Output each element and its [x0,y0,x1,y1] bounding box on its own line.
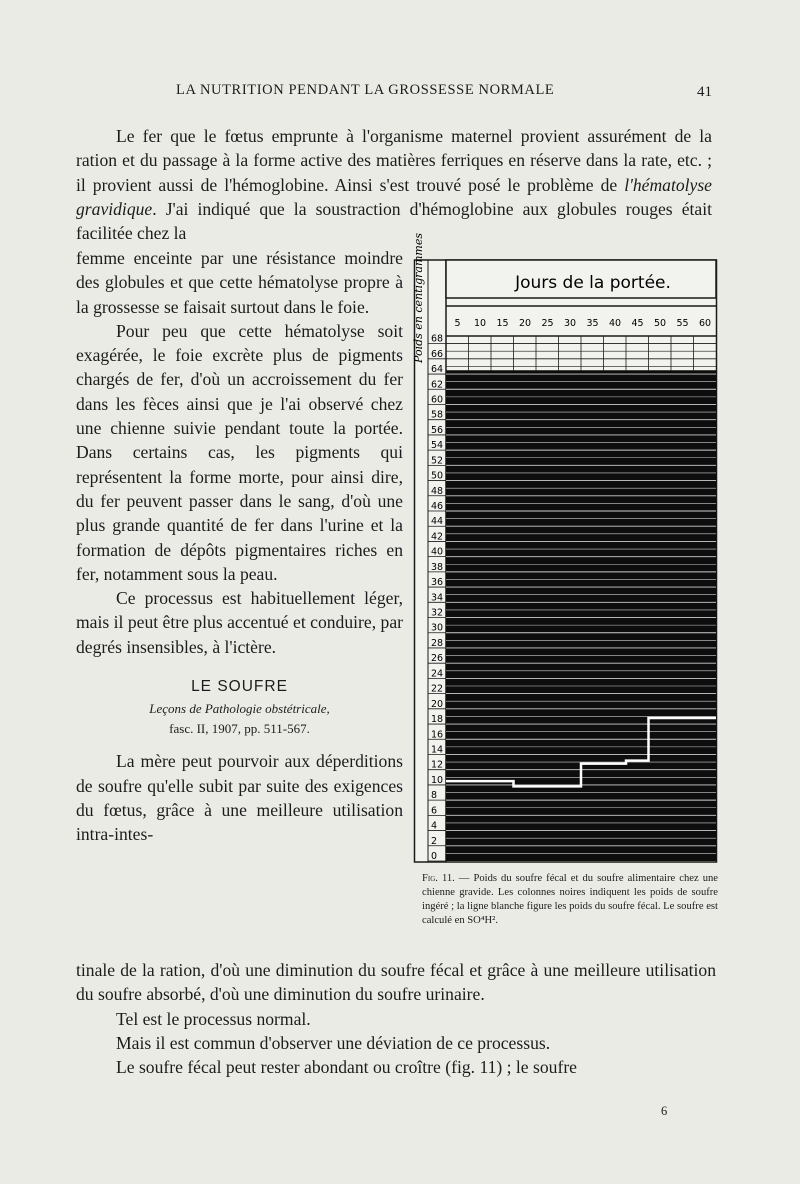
bar [469,370,492,861]
running-title: LA NUTRITION PENDANT LA GROSSESSE NORMALE [176,82,555,98]
sulfur-chart [412,233,718,864]
left-column [76,246,403,847]
paragraph-1-continued: femme enceinte par une résistance moindre des globules et que cette hématolyse propre à la grossesse se faisait surtout dans le foie. [76,248,403,317]
y-tick-label: 20 [431,698,444,710]
para1-text-b: . J'ai indiqué que la soustraction d'hémoglobine aux globules rouges était facilitée chez la [76,198,712,244]
y-tick-label: 30 [431,622,444,634]
x-tick-label: 40 [608,318,622,329]
bar [604,370,627,861]
bar [694,370,717,861]
x-tick-label: 20 [518,318,532,329]
y-tick-label: 26 [431,653,444,665]
para1-text-a: Le fer que le fœtus emprunte à l'organisme maternel provient assurément de la ration et du passage à la forme active des matières ferriques en réserve dans la rate, etc. ; il provient aussi de l'hémoglobine. Ainsi s'est trouvé posé le problème de [76,126,712,195]
y-tick-label: 12 [431,759,444,771]
x-tick-label: 60 [698,318,712,329]
y-tick-label: 24 [431,668,444,680]
paragraph-7: Le soufre fécal peut rester abondant ou croître (fig. 11) ; le soufre [116,1057,577,1078]
bar [671,370,694,861]
y-tick-label: 32 [431,607,444,619]
y-axis-title: Poids en centigrammes [412,233,425,363]
y-tick-label: 58 [431,409,444,421]
y-tick-label: 44 [431,516,444,528]
x-tick-label: 50 [653,318,667,329]
bar [491,370,514,861]
bar [446,370,469,861]
y-tick-label: 66 [431,348,444,360]
y-tick-label: 10 [431,774,444,786]
y-tick-label: 52 [431,455,444,467]
caption-text: — Poids du soufre fécal et du soufre alimentaire chez une chienne gravide. Les colonnes noires indiquent les poids de soufre ingéré ; la ligne blanche figure les poids du soufre fécal. Le soufre est calculé en SO⁴H². [422,873,718,926]
y-tick-label: 68 [431,333,444,345]
figure-caption [422,872,718,928]
y-tick-label: 42 [431,531,444,543]
y-tick-label: 56 [431,424,444,436]
x-tick-label: 45 [631,318,644,329]
x-tick-label: 10 [473,318,487,329]
paragraph-5: Tel est le processus normal. [116,1008,311,1029]
y-tick-label: 14 [431,744,444,756]
paragraph-4: La mère peut pourvoir aux déperditions de soufre qu'elle subit par suite des exigences du fœtus, grâce à une meilleure utilisation intra-intes- [76,751,403,845]
x-tick-label: 15 [496,318,509,329]
y-tick-label: 2 [431,835,438,847]
x-tick-label: 35 [586,318,599,329]
page-number: 41 [697,84,712,100]
y-tick-label: 54 [431,440,444,452]
y-tick-label: 34 [431,592,444,604]
paragraph-6: Mais il est commun d'observer une déviation de ce processus. [116,1032,551,1053]
y-tick-label: 0 [431,851,438,862]
y-tick-label: 48 [431,485,444,497]
y-tick-label: 36 [431,577,444,589]
y-tick-label: 22 [431,683,444,695]
y-tick-label: 60 [431,394,444,406]
chart-title: Jours de la portée. [515,273,671,293]
y-tick-label: 6 [431,805,438,817]
y-tick-label: 50 [431,470,444,482]
signature-mark: 6 [661,1104,668,1118]
y-tick-label: 28 [431,637,444,649]
y-tick-label: 62 [431,379,444,391]
x-tick-label: 55 [676,318,689,329]
y-tick-label: 8 [431,790,438,802]
bottom-text [76,958,716,1079]
paragraph-2: Pour peu que cette hématolyse soit exagérée, le foie excrète plus de pigments chargés de fer, d'où un accroissement du fer dans les fèces ainsi que je l'ai observé chez une chienne suivie pendant toute la portée. Dans certains cas, les pigments qui représentent la forme morte, pour ainsi dire, du fer peuvent passer dans le sang, d'où une plus grande quantité de fer dans l'urine et la formation de dépôts pigmentaires riches en fer, notamment sous la peau. [76,320,403,584]
bar [626,370,649,861]
y-tick-label: 4 [431,820,438,832]
para1-italic: l'hématolyse gravidique [76,174,712,219]
y-tick-label: 16 [431,729,444,741]
paragraph-hematolyse [76,124,712,245]
reference-line-1 [76,699,403,719]
paragraph-4-continued: tinale de la ration, d'où une diminution du soufre fécal et grâce à une meilleure utilisation du soufre absorbé, d'où une diminution du soufre urinaire. [76,960,716,1005]
paragraph-1 [76,124,712,245]
bar [649,370,672,861]
bar [581,370,604,861]
x-tick-label: 25 [541,318,554,329]
figure-11 [412,233,718,864]
paragraph-3: Ce processus est habituellement léger, mais il peut être plus accentué et conduire, par degrés insensibles, à l'ictère. [76,588,403,657]
y-tick-label: 64 [431,364,444,376]
y-tick-label: 38 [431,561,444,573]
x-tick-label: 30 [563,318,577,329]
x-tick-label: 5 [454,318,461,329]
section-heading: LE SOUFRE [191,678,288,696]
reference-line-2: fasc. II, 1907, pp. 511-567. [169,721,310,737]
y-tick-label: 18 [431,714,444,726]
y-tick-label: 46 [431,501,444,512]
y-tick-label: 40 [431,546,444,558]
caption-label: Fig. 11. [422,873,455,884]
reference-title: Leçons de Pathologie obstétricale, [149,701,330,717]
